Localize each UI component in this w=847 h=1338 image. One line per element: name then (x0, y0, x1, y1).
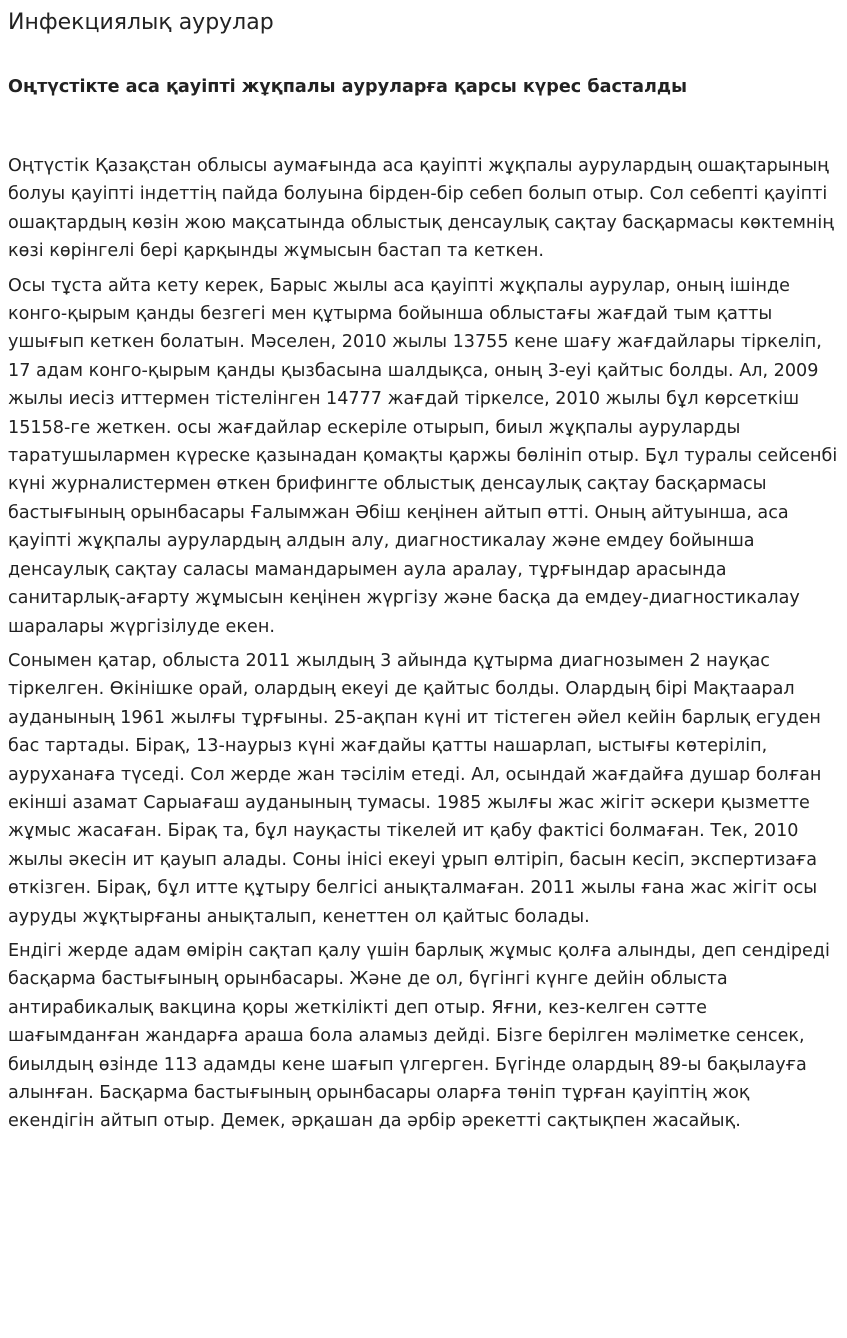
article-paragraph: Осы тұста айта кету керек, Барыс жылы аса қауіпті жұқпалы аурулар, оның ішінде конго-қырым қанды безгегі мен құтырма бойынша облыстағы жағдай тым қатты ушығып кеткен болатын. Мәселен, 2010 жылы 13755 кене шағу жағдайлары тіркеліп, 17 адам конго-қырым қанды қызбасына шалдықса, оның 3-еуі қайтыс болды. Ал, 2009 жылы иесіз иттермен тістелінген 14777 жағдай тіркелсе, 2010 жылы бұл көрсеткіш 15158-ге жеткен. осы жағдайлар ескеріле отырып, биыл жұқпалы ауруларды таратушылармен күреске қазынадан қомақты қаржы бөлініп отыр. Бұл туралы сейсенбі күні журналистермен өткен брифингте облыстық денсаулық сақтау басқармасы бастығының орынбасары Ғалымжан Әбіш кеңінен айтып өтті. Оның айтуынша, аса қауіпті жұқпалы аурулардың алдын алу, диагностикалау және емдеу бойынша денсаулық сақтау саласы мамандарымен аула аралау, тұрғындар арасында санитарлық-ағарту жұмысын кеңінен жүргізу және басқа да емдеу-диагностикалау шаралары жүргізілуде екен. (8, 275, 838, 637)
article-paragraph: Сонымен қатар, облыста 2011 жылдың 3 айында құтырма диагнозымен 2 науқас тіркелген. Өкінішке орай, олардың екеуі де қайтыс болды. Олардың бірі Мақтаарал ауданының 1961 жылғы тұрғыны. 25-ақпан күні ит тістеген әйел кейін барлық егуден бас тартады. Бірақ, 13-наурыз күні жағдайы қатты нашарлап, ыстығы көтеріліп, ауруханаға түседі. Сол жерде жан тәсілім етеді. Ал, осындай жағдайға душар болған екінші азамат Сарыағаш ауданының тумасы. 1985 жылғы жас жігіт әскери қызметте жұмыс жасаған. Бірақ та, бұл науқасты тікелей ит қабу фактісі болмаған. Тек, 2010 жылы әкесін ит қауып алады. Соны інісі екеуі ұрып өлтіріп, басын кесіп, экспертизаға өткізген. Бірақ, бұл итте құтыру белгісі анықталмаған. 2011 жылы ғана жас жігіт осы ауруды жұқтырғаны анықталып, кенеттен ол қайтыс болады. (8, 650, 822, 927)
article-body (8, 152, 839, 1136)
article-paragraph: Оңтүстік Қазақстан облысы аумағында аса қауіпті жұқпалы аурулардың ошақтарының болуы қауіпті індеттің пайда болуына бірден-бір себеп болып отыр. Сол себепті қауіпті ошақтардың көзін жою мақсатында облыстық денсаулық сақтау басқармасы көктемнің көзі көрінгелі бері қарқынды жұмысын бастап та кеткен. (8, 156, 834, 262)
article-paragraph: Ендігі жерде адам өмірін сақтап қалу үшін барлық жұмыс қолға алынды, деп сендіреді басқарма бастығының орынбасары. Және де ол, бүгінгі күнге дейін облыста антирабикалық вакцина қоры жеткілікті деп отыр. Яғни, кез-келген сәтте шағымданған жандарға араша бола аламыз дейді. Бізге берілген мәліметке сенсек, биылдың өзінде 113 адамды кене шағып үлгерген. Бүгінде олардың 89-ы бақылауға алынған. Басқарма бастығының орынбасары оларға төніп тұрған қауіптің жоқ екендігін айтып отыр. Демек, әрқашан да әрбір әрекетті сақтықпен жасайық. (8, 940, 830, 1132)
page-title: Инфекциялық аурулар (8, 10, 274, 35)
article-headline: Оңтүстікте аса қауіпті жұқпалы ауруларға қарсы күрес басталды (8, 77, 688, 97)
